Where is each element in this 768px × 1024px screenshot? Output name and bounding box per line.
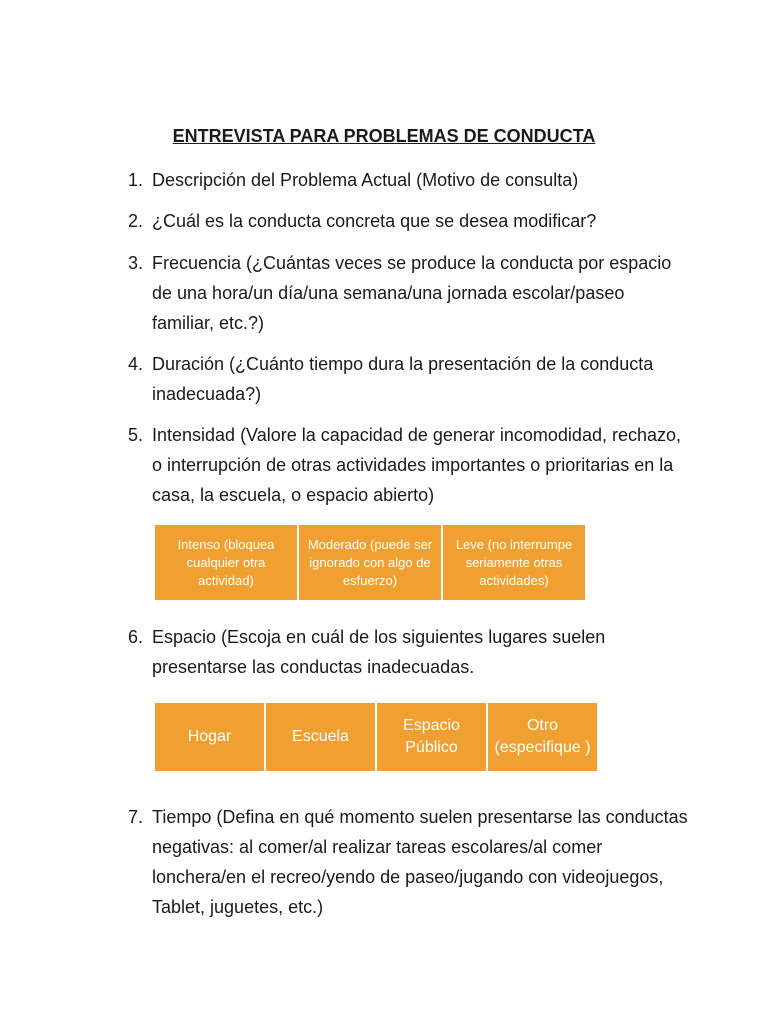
intensity-option-leve: Leve (no interrumpe seriamente otras actividades) xyxy=(442,524,586,601)
question-text: Descripción del Problema Actual (Motivo de consulta) xyxy=(152,170,579,190)
question-text: Espacio (Escoja en cuál de los siguientes lugares suelen presentarse las conductas inadecuadas. xyxy=(152,627,606,677)
question-number: 5. xyxy=(128,425,144,445)
question-number: 7. xyxy=(128,807,144,827)
space-option-espacio-publico: Espacio Público xyxy=(376,702,487,772)
question-6 xyxy=(128,622,688,682)
question-number: 1. xyxy=(128,170,144,190)
question-number: 2. xyxy=(128,211,144,231)
question-text: Intensidad (Valore la capacidad de generar incomodidad, rechazo, o interrupción de otras actividades importantes o prioritarias en la casa, la escuela, o espacio abierto) xyxy=(152,425,682,505)
question-text: ¿Cuál es la conducta concreta que se desea modificar? xyxy=(152,211,597,231)
space-option-otro: Otro (especifique ) xyxy=(487,702,598,772)
question-3 xyxy=(128,248,688,338)
question-number: 3. xyxy=(128,253,144,273)
question-5 xyxy=(128,420,688,510)
intensity-options-table xyxy=(153,523,587,602)
question-2 xyxy=(128,206,688,236)
question-1 xyxy=(128,165,688,195)
question-text: Duración (¿Cuánto tiempo dura la presentación de la conducta inadecuada?) xyxy=(152,354,654,404)
space-option-hogar: Hogar xyxy=(154,702,265,772)
question-4 xyxy=(128,349,688,409)
question-7 xyxy=(128,802,688,922)
space-option-escuela: Escuela xyxy=(265,702,376,772)
space-options-table xyxy=(153,701,599,773)
intensity-option-intenso: Intenso (bloquea cualquier otra actividad) xyxy=(154,524,298,601)
intensity-option-moderado: Moderado (puede ser ignorado con algo de esfuerzo) xyxy=(298,524,442,601)
question-number: 4. xyxy=(128,354,144,374)
page-title: ENTREVISTA PARA PROBLEMAS DE CONDUCTA xyxy=(172,126,596,146)
question-number: 6. xyxy=(128,627,144,647)
question-text: Tiempo (Defina en qué momento suelen presentarse las conductas negativas: al comer/al realizar tareas escolares/al comer lonchera/en el recreo/yendo de paseo/jugando con videojuegos, Tablet, juguetes, etc.) xyxy=(152,807,688,917)
question-text: Frecuencia (¿Cuántas veces se produce la conducta por espacio de una hora/un día/una semana/una jornada escolar/paseo familiar, etc.?) xyxy=(152,253,672,333)
